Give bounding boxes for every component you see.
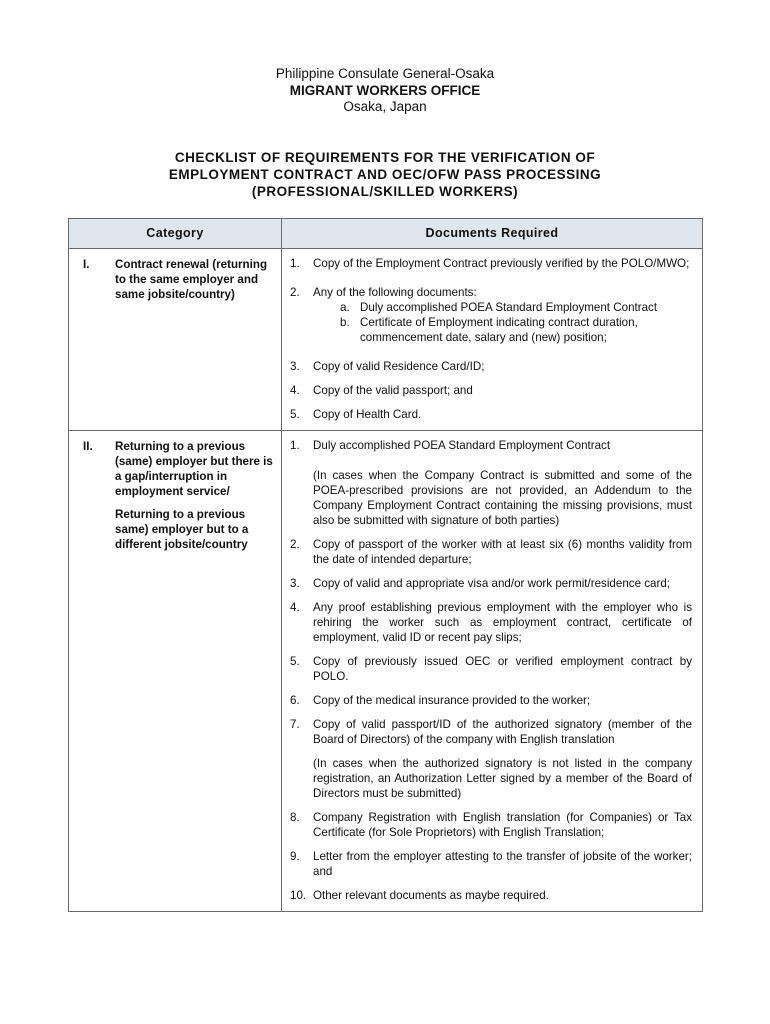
item-number: 2.: [290, 286, 300, 299]
table-row: [69, 249, 703, 431]
item-text: Copy of Health Card.: [313, 408, 422, 421]
item-number: 2.: [290, 538, 300, 551]
item-note: (In cases when the Company Contract is submitted and some of the POEA-prescribed provisions are not provided, an Addendum to the Company Employment Contract containing the missing provisions, must also be submitted with signature of both parties): [313, 469, 692, 527]
item-number: 10.: [290, 889, 307, 902]
item-number: 5.: [290, 655, 300, 668]
documents-cell: [282, 249, 703, 431]
list-item: [290, 438, 692, 528]
title-line-1: CHECKLIST OF REQUIREMENTS FOR THE VERIFICATION OF: [174, 150, 596, 165]
item-number: 1.: [290, 257, 300, 270]
item-number: 3.: [290, 577, 300, 590]
list-item: [290, 285, 692, 345]
office-location: Osaka, Japan: [343, 99, 427, 114]
item-text: Copy of the medical insurance provided to the worker;: [313, 694, 591, 707]
item-note: (In cases when the authorized signatory is not listed in the company registration, an Authorization Letter signed by a member of the Board of Directors must be submitted): [313, 757, 692, 800]
item-text: Duly accomplished POEA Standard Employment Contract: [313, 439, 611, 452]
sub-item-text: Certificate of Employment indicating contract duration, commencement date, salary and (new) position;: [360, 316, 638, 344]
item-number: 1.: [290, 439, 300, 452]
list-item: [290, 693, 692, 708]
item-text: Any proof establishing previous employment with the employer who is rehiring the worker such as employment contract, certificate of employment, valid ID or recent pay slips;: [313, 601, 692, 644]
item-number: 4.: [290, 384, 300, 397]
list-item: [290, 654, 692, 684]
item-number: 3.: [290, 360, 300, 373]
title-line-2: EMPLOYMENT CONTRACT AND OEC/OFW PASS PROCESSING: [168, 167, 602, 182]
category-text: Returning to a previous same) employer but to a different jobsite/country: [115, 508, 249, 551]
list-item: [290, 256, 692, 271]
office-name: MIGRANT WORKERS OFFICE: [289, 82, 481, 98]
category-cell: [69, 431, 282, 912]
item-number: 7.: [290, 718, 300, 731]
item-text: Copy of the valid passport; and: [313, 384, 473, 397]
documents-column-header: Documents Required: [282, 219, 703, 249]
item-number: 6.: [290, 694, 300, 707]
item-text: Other relevant documents as maybe required.: [313, 889, 549, 902]
document-header: [0, 66, 770, 116]
sub-item: [340, 300, 692, 315]
item-number: 9.: [290, 850, 300, 863]
item-number: 8.: [290, 811, 300, 824]
category-cell: [69, 249, 282, 431]
item-number: 4.: [290, 601, 300, 614]
list-item: [290, 576, 692, 591]
list-item: [290, 407, 692, 422]
title-line-3: (PROFESSIONAL/SKILLED WORKERS): [251, 184, 519, 199]
item-text: Copy of previously issued OEC or verified employment contract by POLO.: [313, 655, 692, 683]
item-text: Letter from the employer attesting to the transfer of jobsite of the worker; and: [313, 850, 692, 878]
requirements-table: [68, 218, 703, 912]
item-text: Copy of valid Residence Card/ID;: [313, 360, 485, 373]
section-number: I.: [83, 258, 90, 271]
list-item: [290, 810, 692, 840]
item-text: Copy of valid and appropriate visa and/or work permit/residence card;: [313, 577, 671, 590]
category-text: Contract renewal (returning to the same employer and same jobsite/country): [115, 258, 268, 301]
list-item: [290, 600, 692, 645]
sub-item-letter: b.: [340, 316, 350, 329]
item-text: Copy of valid passport/ID of the authorized signatory (member of the Board of Directors) of the company with English translation: [313, 718, 692, 746]
category-text: Returning to a previous (same) employer but there is a gap/interruption in employment service/: [115, 440, 273, 498]
sub-item-letter: a.: [340, 301, 350, 314]
consulate-name: Philippine Consulate General-Osaka: [275, 66, 495, 81]
item-text: Copy of passport of the worker with at least six (6) months validity from the date of intended departure;: [313, 538, 692, 566]
list-item: [290, 383, 692, 398]
document-title: [0, 149, 770, 200]
table-row: [69, 431, 703, 912]
section-number: II.: [83, 440, 93, 453]
table-header-row: [69, 219, 703, 249]
list-item: [290, 849, 692, 879]
category-column-header: Category: [69, 219, 282, 249]
documents-cell: [282, 431, 703, 912]
item-text: Any of the following documents:: [313, 286, 477, 299]
item-number: 5.: [290, 408, 300, 421]
list-item: [290, 888, 692, 903]
sub-item-text: Duly accomplished POEA Standard Employment Contract: [360, 301, 658, 314]
list-item: [290, 359, 692, 374]
sub-item: [340, 315, 692, 345]
item-text: Company Registration with English translation (for Companies) or Tax Certificate (for Sole Proprietors) with English Translation;: [313, 811, 692, 839]
item-text: Copy of the Employment Contract previously verified by the POLO/MWO;: [313, 257, 690, 270]
list-item: [290, 717, 692, 801]
list-item: [290, 537, 692, 567]
